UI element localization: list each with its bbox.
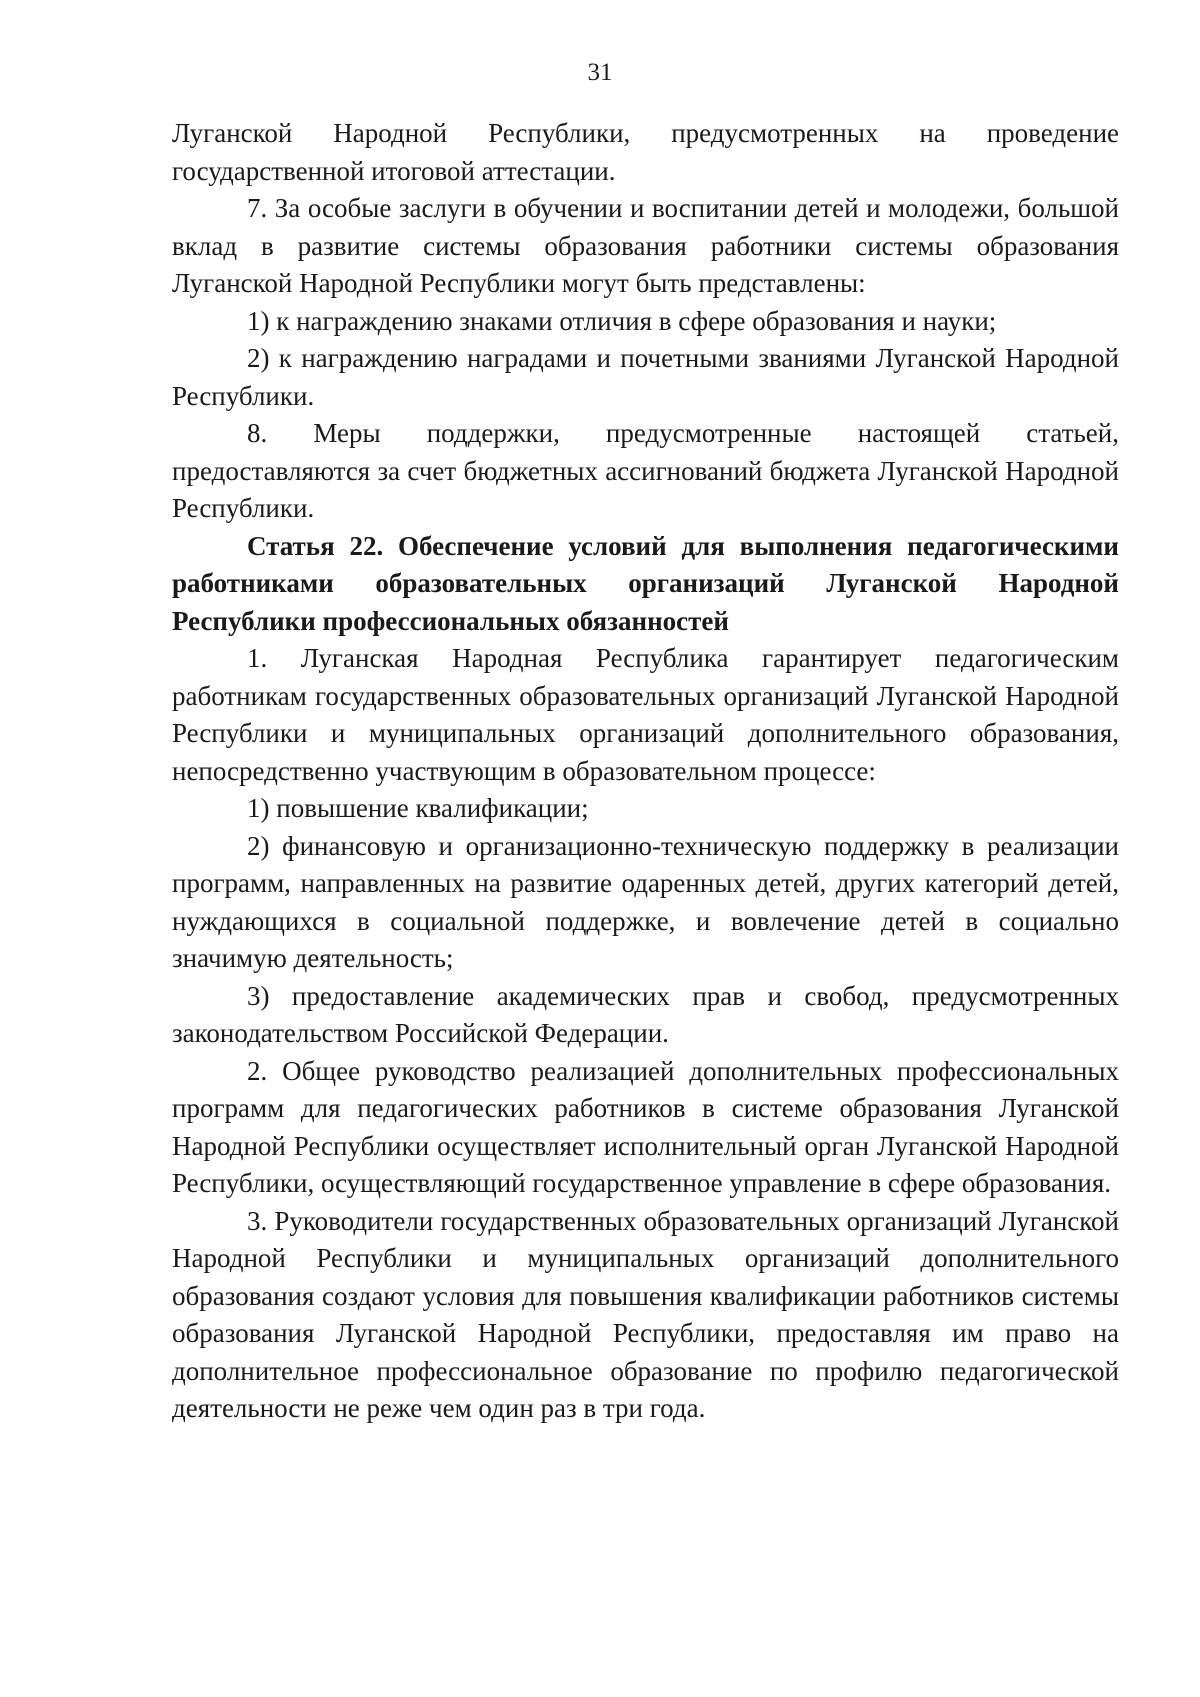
paragraph: 7. За особые заслуги в обучении и воспитании детей и молодежи, большой вклад в развитие системы образования работники системы образования Луганской Народной Республики могут быть представлены: [172, 193, 1119, 298]
paragraph: 3. Руководители государственных образовательных организаций Луганской Народной Республики и муниципальных организаций дополнительного образования создают условия для повышения квалификации работников системы образования Луганской Народной Республики, предоставляя им право на дополнительное профессиональное образование по профилю педагогической деятельности не реже чем один раз в три года. [172, 1205, 1119, 1423]
list-item: 1) к награждению знаками отличия в сфере образования и науки; [247, 305, 997, 336]
list-item: 1) повышение квалификации; [247, 793, 589, 823]
list-item: 2) к награждению наградами и почетными званиями Луганской Народной Республики. [172, 343, 1119, 411]
paragraph: Луганской Народной Республики, предусмотренных на проведение государственной итоговой аттестации. [172, 118, 1119, 186]
document-body [172, 115, 1119, 1428]
article-heading: Статья 22. Обеспечение условий для выполнения педагогическими работниками образовательных организаций Луганской Народной Республики профессиональных обязанностей [172, 530, 1119, 636]
paragraph: 2. Общее руководство реализацией дополнительных профессиональных программ для педагогических работников в системе образования Луганской Народной Республики осуществляет исполнительный орган Луганской Народной Республики, осуществляющий государственное управление в сфере образования. [172, 1055, 1119, 1198]
paragraph: 8. Меры поддержки, предусмотренные настоящей статьей, предоставляются за счет бюджетных ассигнований бюджета Луганской Народной Республики. [172, 418, 1119, 523]
page-number: 31 [587, 59, 613, 86]
paragraph: 1. Луганская Народная Республика гарантирует педагогическим работникам государственных образовательных организаций Луганской Народной Республики и муниципальных организаций дополнительного образования, непосредственно участвующим в образовательном процессе: [172, 643, 1119, 786]
list-item: 3) предоставление академических прав и свобод, предусмотренных законодательством Российской Федерации. [172, 980, 1119, 1048]
list-item: 2) финансовую и организационно-техническую поддержку в реализации программ, направленных на развитие одаренных детей, других категорий детей, нуждающихся в социальной поддержке, и вовлечение детей в социально значимую деятельность; [172, 830, 1119, 973]
